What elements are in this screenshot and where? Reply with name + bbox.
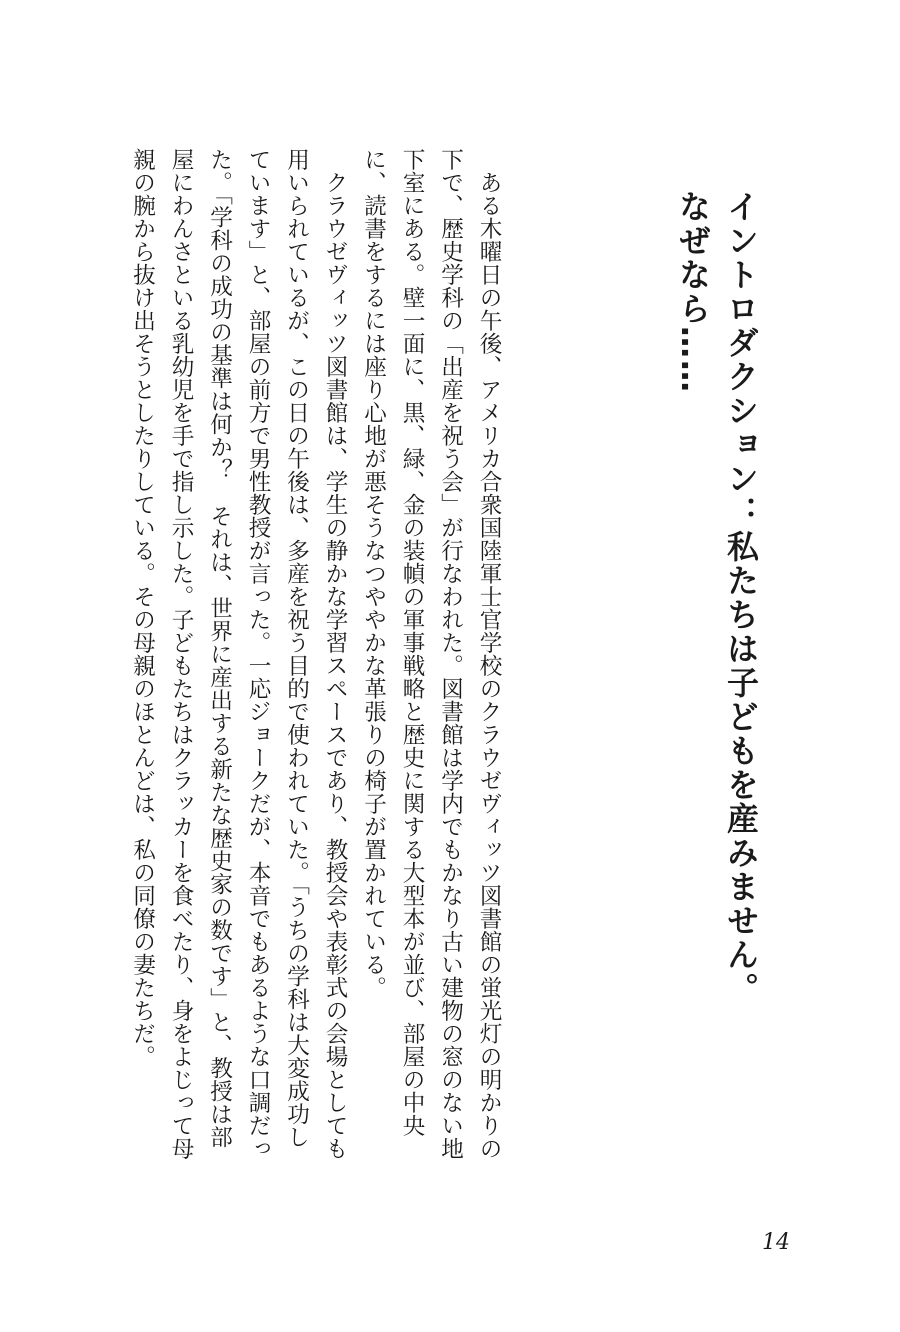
chapter-heading [665,190,765,1050]
chapter-heading-line-1: イントロダクション：私たちは子どもを産みません。 [722,190,760,1006]
page-number: 14 [762,1230,790,1255]
chapter-heading-line-2: なぜなら…… [674,190,712,394]
paragraph-1: ある木曜日の午後、アメリカ合衆国陸軍士官学校のクラウゼヴィッツ図書館の蛍光灯の明かりの下で、歴史学科の「出産を祝う会」が行なわれた。図書館は学内でもかなり古い建物の窓のない地下室にある。壁一面に、黒、緑、金の装幀の軍事戦略と歴史に関する大型本が並び、部屋の中央に、読書をするには座り心地が悪そうなつややかな革張りの椅子が置かれている。 [360,148,502,1160]
paragraph-2: クラウゼヴィッツ図書館は、学生の静かな学習スペースであり、教授会や表彰式の会場としても用いられているが、この日の午後は、多産を祝う目的で使われていた。「うちの学科は大変成功しています」と、部屋の前方で男性教授が言った。一応ジョークだが、本音でもあるような口調だった。「学科の成功の基準は何か？ それは、世界に産出する新たな歴史家の数です」と、教授は部屋にわんさといる乳幼児を手で指し示した。子どもたちはクラッカーを食べたり、身をよじって母親の腕から抜け出そうとしたりしている。その母親のほとんどは、私の同僚の妻たちだ。 [129,148,348,1160]
body-text [128,148,508,1168]
